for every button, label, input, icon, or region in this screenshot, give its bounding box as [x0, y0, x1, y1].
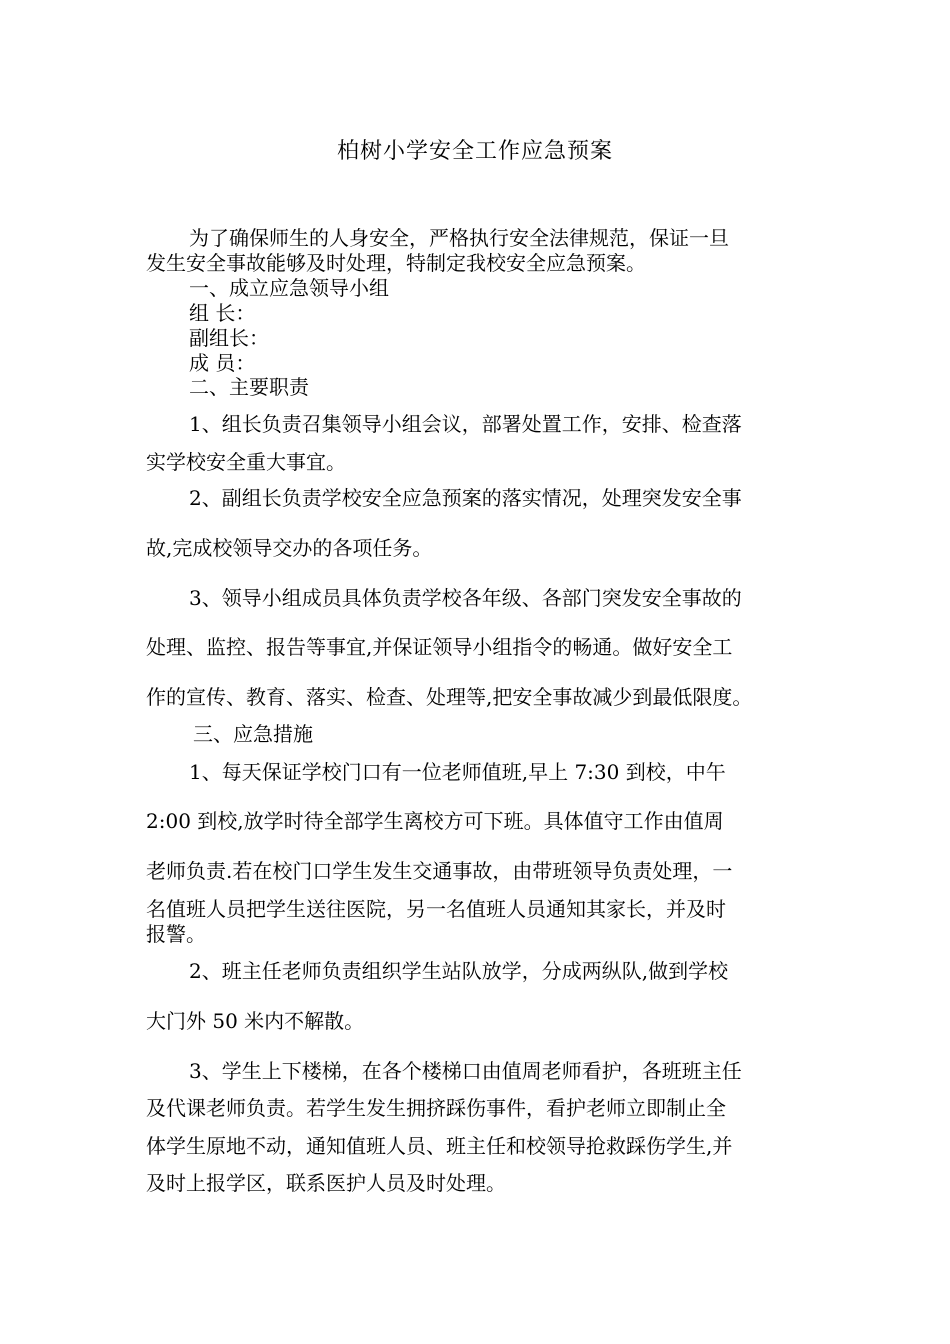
- paragraph-line: 故,完成校领导交办的各项任务。: [146, 536, 433, 560]
- paragraph-line: 及代课老师负责。若学生发生拥挤踩伤事件，看护老师立即制止全: [146, 1096, 726, 1120]
- paragraph-line: 作的宣传、教育、落实、检查、处理等,把安全事故减少到最低限度。: [146, 685, 753, 709]
- paragraph-line: 成 员：: [189, 351, 256, 375]
- paragraph-line: 2、副组长负责学校安全应急预案的落实情况，处理突发安全事: [189, 486, 742, 510]
- paragraph-line: 发生安全事故能够及时处理，特制定我校安全应急预案。: [146, 251, 646, 275]
- section-heading: 三、应急措施: [193, 722, 313, 746]
- paragraph-line: 实学校安全重大事宜。: [146, 450, 346, 474]
- paragraph-line: 1、每天保证学校门口有一位老师值班,早上 7:30 到校，中午: [189, 760, 726, 784]
- paragraph-line: 报警。: [146, 922, 206, 946]
- section-heading: 二、主要职责: [189, 375, 309, 399]
- paragraph-line: 体学生原地不动，通知值班人员、班主任和校领导抢救踩伤学生,并: [146, 1134, 733, 1158]
- section-heading: 一、成立应急领导小组: [189, 276, 389, 300]
- paragraph-line: 副组长：: [189, 326, 269, 350]
- paragraph-line: 为了确保师生的人身安全，严格执行安全法律规范，保证一旦: [189, 226, 729, 250]
- paragraph-line: 名值班人员把学生送往医院，另一名值班人员通知其家长，并及时: [146, 897, 726, 921]
- paragraph-line: 3、学生上下楼梯，在各个楼梯口由值周老师看护，各班班主任: [189, 1059, 742, 1083]
- paragraph-line: 老师负责.若在校门口学生发生交通事故，由带班领导负责处理，一: [146, 859, 733, 883]
- paragraph-line: 2:00 到校,放学时待全部学生离校方可下班。具体值守工作由值周: [146, 809, 724, 833]
- paragraph-line: 及时上报学区，联系医护人员及时处理。: [146, 1171, 506, 1195]
- paragraph-line: 大门外 50 米内不解散。: [146, 1009, 365, 1033]
- document-title: 柏树小学安全工作应急预案: [336, 139, 613, 164]
- paragraph-line: 3、领导小组成员具体负责学校各年级、各部门突发安全事故的: [189, 586, 742, 610]
- paragraph-line: 2、班主任老师负责组织学生站队放学，分成两纵队,做到学校: [189, 959, 729, 983]
- paragraph-line: 1、组长负责召集领导小组会议，部署处置工作，安排、检查落: [189, 412, 742, 436]
- paragraph-line: 组 长：: [189, 301, 256, 325]
- paragraph-line: 处理、监控、报告等事宜,并保证领导小组指令的畅通。做好安全工: [146, 635, 733, 659]
